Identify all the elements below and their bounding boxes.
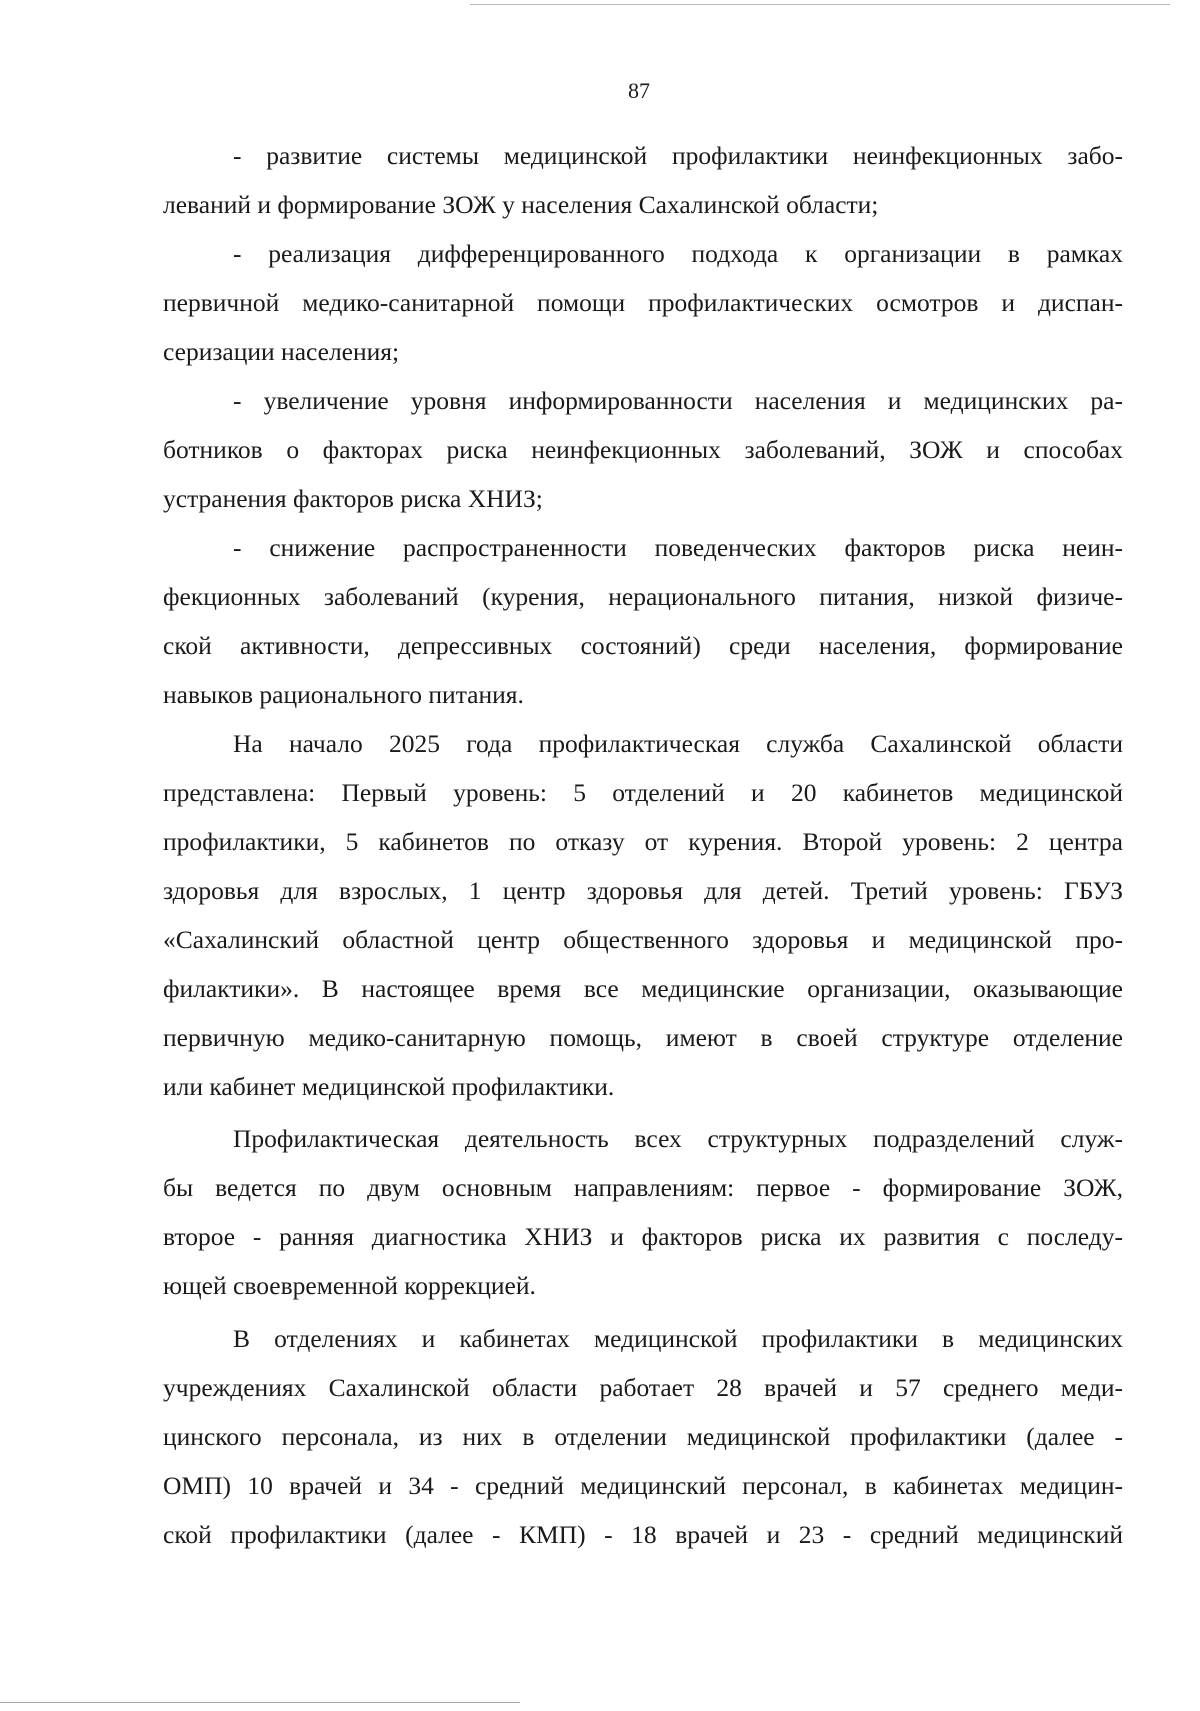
text-line: На начало 2025 года профилактическая служба Сахалинской области bbox=[233, 729, 1123, 758]
text-line: Профилактическая деятельность всех структурных подразделений служ- bbox=[233, 1124, 1123, 1153]
text-line: учреждениях Сахалинской области работает 28 врачей и 57 среднего меди- bbox=[163, 1373, 1123, 1402]
text-line: цинского персонала, из них в отделении медицинской профилактики (далее - bbox=[163, 1422, 1123, 1451]
text-line: серизации населения; bbox=[163, 337, 400, 366]
text-line: второе - ранняя диагностика ХНИЗ и факторов риска их развития с последу- bbox=[163, 1222, 1123, 1251]
paragraph bbox=[163, 376, 1123, 523]
text-line: ботников о факторах риска неинфекционных заболеваний, ЗОЖ и способах bbox=[163, 435, 1123, 464]
text-line: ющей своевременной коррекцией. bbox=[163, 1271, 536, 1300]
text-line: бы ведется по двум основным направлениям: первое - формирование ЗОЖ, bbox=[163, 1173, 1123, 1202]
scan-edge-top bbox=[470, 4, 1170, 5]
text-line: леваний и формирование ЗОЖ у населения Сахалинской области; bbox=[163, 190, 879, 219]
text-line: профилактики, 5 кабинетов по отказу от курения. Второй уровень: 2 центра bbox=[163, 827, 1123, 856]
text-line: - развитие системы медицинской профилактики неинфекционных забо- bbox=[233, 141, 1123, 170]
text-line: здоровья для взрослых, 1 центр здоровья для детей. Третий уровень: ГБУЗ bbox=[163, 876, 1123, 905]
text-line: ской профилактики (далее - КМП) - 18 врачей и 23 - средний медицинский bbox=[163, 1520, 1123, 1549]
text-line: - увеличение уровня информированности населения и медицинских ра- bbox=[233, 386, 1123, 415]
text-line: «Сахалинский областной центр общественного здоровья и медицинской про- bbox=[163, 925, 1123, 954]
text-line: В отделениях и кабинетах медицинской профилактики в медицинских bbox=[233, 1324, 1123, 1353]
paragraph bbox=[163, 229, 1123, 376]
text-line: устранения факторов риска ХНИЗ; bbox=[163, 484, 543, 513]
scan-edge-bottom bbox=[0, 1702, 520, 1703]
paragraph bbox=[163, 131, 1123, 229]
paragraph bbox=[163, 523, 1123, 719]
text-line: первичную медико-санитарную помощь, имеют в своей структуре отделение bbox=[163, 1023, 1123, 1052]
body-text bbox=[163, 131, 1123, 1559]
text-line: - снижение распространенности поведенческих факторов риска неин- bbox=[233, 533, 1123, 562]
text-line: фекционных заболеваний (курения, нерационального питания, низкой физиче- bbox=[163, 582, 1123, 611]
paragraph bbox=[163, 1314, 1123, 1559]
text-line: или кабинет медицинской профилактики. bbox=[163, 1072, 615, 1101]
text-line: первичной медико-санитарной помощи профилактических осмотров и диспан- bbox=[163, 288, 1123, 317]
text-line: - реализация дифференцированного подхода к организации в рамках bbox=[233, 239, 1123, 268]
paragraph bbox=[163, 1114, 1123, 1310]
text-line: ОМП) 10 врачей и 34 - средний медицинский персонал, в кабинетах медицин- bbox=[163, 1471, 1123, 1500]
text-line: навыков рационального питания. bbox=[163, 680, 524, 709]
paragraph bbox=[163, 719, 1123, 1111]
text-line: филактики». В настоящее время все медицинские организации, оказывающие bbox=[163, 974, 1123, 1003]
text-line: ской активности, депрессивных состояний) среди населения, формирование bbox=[163, 631, 1123, 660]
page-number: 87 bbox=[628, 78, 650, 103]
text-line: представлена: Первый уровень: 5 отделений и 20 кабинетов медицинской bbox=[163, 778, 1123, 807]
